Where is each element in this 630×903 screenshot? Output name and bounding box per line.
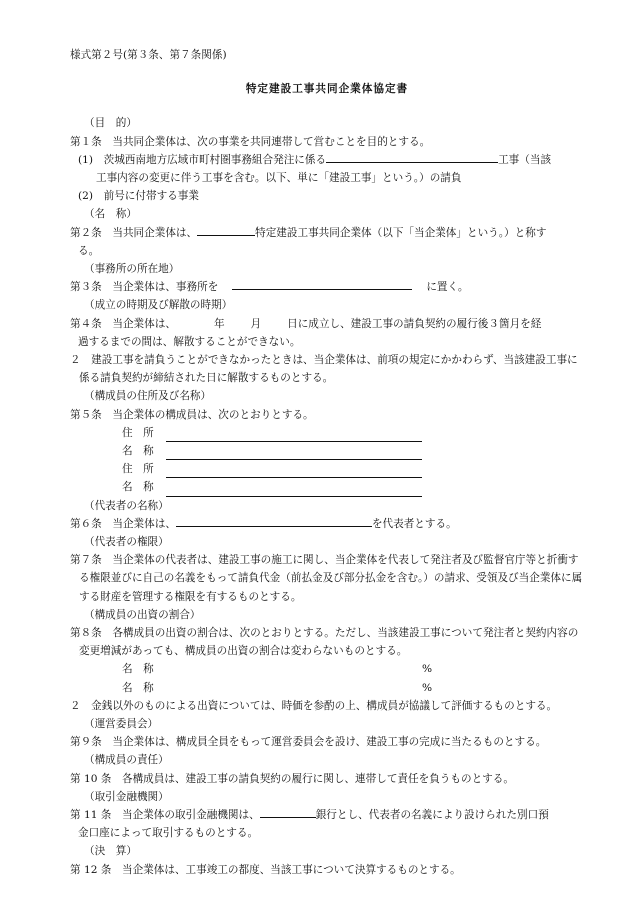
- share-row: [70, 660, 584, 678]
- heading-liability: （構成員の責任）: [84, 754, 169, 767]
- heading-rep-authority: （代表者の権限）: [84, 536, 169, 549]
- document-title: 特定建設工事共同企業体協定書: [245, 83, 409, 96]
- article-3-post: に置く。: [426, 281, 469, 294]
- article-4-para-2: ２ 建設工事を請負うことができなかったときは、当企業体は、前項の規定にかかわらず、当該建設工事に係る請負契約が締結された日に解散するものとする。: [70, 354, 578, 385]
- article-11-cont: 金口座によって取引するものとする。: [78, 827, 259, 840]
- article-10: 第 10 条 各構成員は、建設工事の請負契約の履行に関し、連帯して責任を負うものとする。: [70, 772, 514, 785]
- member-address-2-blank[interactable]: [166, 465, 422, 478]
- member-name-1-blank[interactable]: [166, 447, 422, 460]
- representative-blank[interactable]: [176, 515, 372, 527]
- article-3-pre: 第３条 当企業体は、事務所を: [70, 281, 219, 294]
- article-1-item-2: (2) 前号に付帯する事業: [78, 190, 199, 203]
- article-2-post: 特定建設工事共同企業体（以下「当企業体」という。）と称す: [255, 226, 547, 239]
- member-row: [70, 442, 584, 460]
- share-label: 名 称: [122, 681, 154, 694]
- share-percent: %: [422, 663, 433, 676]
- member-row: [70, 424, 584, 442]
- heading-bank: （取引金融機関）: [84, 790, 169, 803]
- share-percent: %: [422, 681, 433, 694]
- article-4: [70, 315, 584, 333]
- heading-settlement: （決 算）: [84, 845, 137, 858]
- share-row: [70, 679, 584, 697]
- heading-committee: （運営委員会）: [84, 718, 159, 731]
- article-4-month: 月: [250, 317, 262, 330]
- heading-share: （構成員の出資の割合）: [84, 608, 201, 621]
- article-4-post: 日に成立し、建設工事の請負契約の履行後３箇月を経: [287, 317, 542, 330]
- article-6-pre: 第６条 当企業体は、: [70, 517, 176, 530]
- heading-members: （構成員の住所及び名称）: [84, 390, 212, 403]
- heading-period: （成立の時期及び解散の時期）: [84, 299, 233, 312]
- office-address-blank[interactable]: [232, 278, 412, 290]
- article-11-post: 銀行とし、代表者の名義により設けられた別口預: [315, 809, 549, 822]
- member-label: 名 称: [122, 481, 154, 494]
- member-row: [70, 478, 584, 496]
- article-4-cont: 過するまでの間は、解散することができない。: [78, 335, 301, 348]
- member-name-2-blank[interactable]: [166, 484, 422, 497]
- heading-office: （事務所の所在地）: [84, 263, 180, 276]
- heading-name: （名 称）: [84, 208, 137, 221]
- article-8-para-2: ２ 金銭以外のものによる出資については、時価を参酌の上、構成員が協議して評価するものとする。: [70, 699, 558, 712]
- article-11-pre: 第 11 条 当企業体の取引金融機関は、: [70, 809, 260, 822]
- article-1-item-1-post: 工事（当該: [498, 153, 552, 166]
- article-2-cont: る。: [78, 244, 100, 257]
- heading-purpose: （目 的）: [84, 117, 137, 130]
- bank-name-blank[interactable]: [260, 806, 316, 818]
- article-1-item-1-pre: (1) 茨城西南地方広域市町村圏事務組合発注に係る: [78, 153, 327, 166]
- member-label: 名 称: [122, 445, 154, 458]
- article-1-lead: 第１条 当共同企業体は、次の事業を共同連帯して営むことを目的とする。: [70, 135, 431, 148]
- article-11: [70, 806, 584, 824]
- heading-representative: （代表者の名称）: [84, 499, 169, 512]
- article-1-item-1: [70, 151, 584, 169]
- article-6-post: を代表者とする。: [371, 517, 457, 530]
- article-12: 第 12 条 当企業体は、工事竣工の都度、当該工事について決算するものとする。: [70, 863, 461, 876]
- jv-name-blank[interactable]: [197, 224, 255, 236]
- member-address-1-blank[interactable]: [166, 429, 422, 442]
- article-4-year: 年: [213, 317, 225, 330]
- article-8: 第８条 各構成員の出資の割合は、次のとおりとする。ただし、当該建設工事について発注者と契約内容の変更増減があっても、構成員の出資の割合は変わらないものとする。: [70, 627, 579, 658]
- article-6: [70, 515, 584, 533]
- article-2-pre: 第２条 当共同企業体は、: [70, 226, 198, 239]
- form-number: 様式第２号(第３条、第７条関係): [70, 49, 227, 61]
- article-9: 第９条 当企業体は、構成員全員をもって運営委員会を設け、建設工事の完成に当たるものとする。: [70, 736, 547, 749]
- article-5-lead: 第５条 当企業体の構成員は、次のとおりとする。: [70, 408, 314, 421]
- member-row: [70, 460, 584, 478]
- article-7: 第７条 当企業体の代表者は、建設工事の施工に関し、当企業体を代表して発注者及び監督官庁等と折衝する権限並びに自己の名義をもって請負代金（前払金及び部分払金を含む。）の請求、受領及び当企業体に属する財産を管理する権限を有するものとする。: [70, 554, 583, 603]
- article-2: [70, 224, 584, 242]
- share-label: 名 称: [122, 663, 154, 676]
- article-3: [70, 278, 584, 296]
- article-1-item-1-cont: 工事内容の変更に伴う工事を含む。以下、単に「建設工事」という。）の請負: [96, 172, 462, 185]
- member-label: 住 所: [122, 426, 154, 439]
- article-4-pre: 第４条 当企業体は、: [70, 317, 176, 330]
- member-label: 住 所: [122, 463, 154, 476]
- project-name-blank[interactable]: [326, 151, 498, 163]
